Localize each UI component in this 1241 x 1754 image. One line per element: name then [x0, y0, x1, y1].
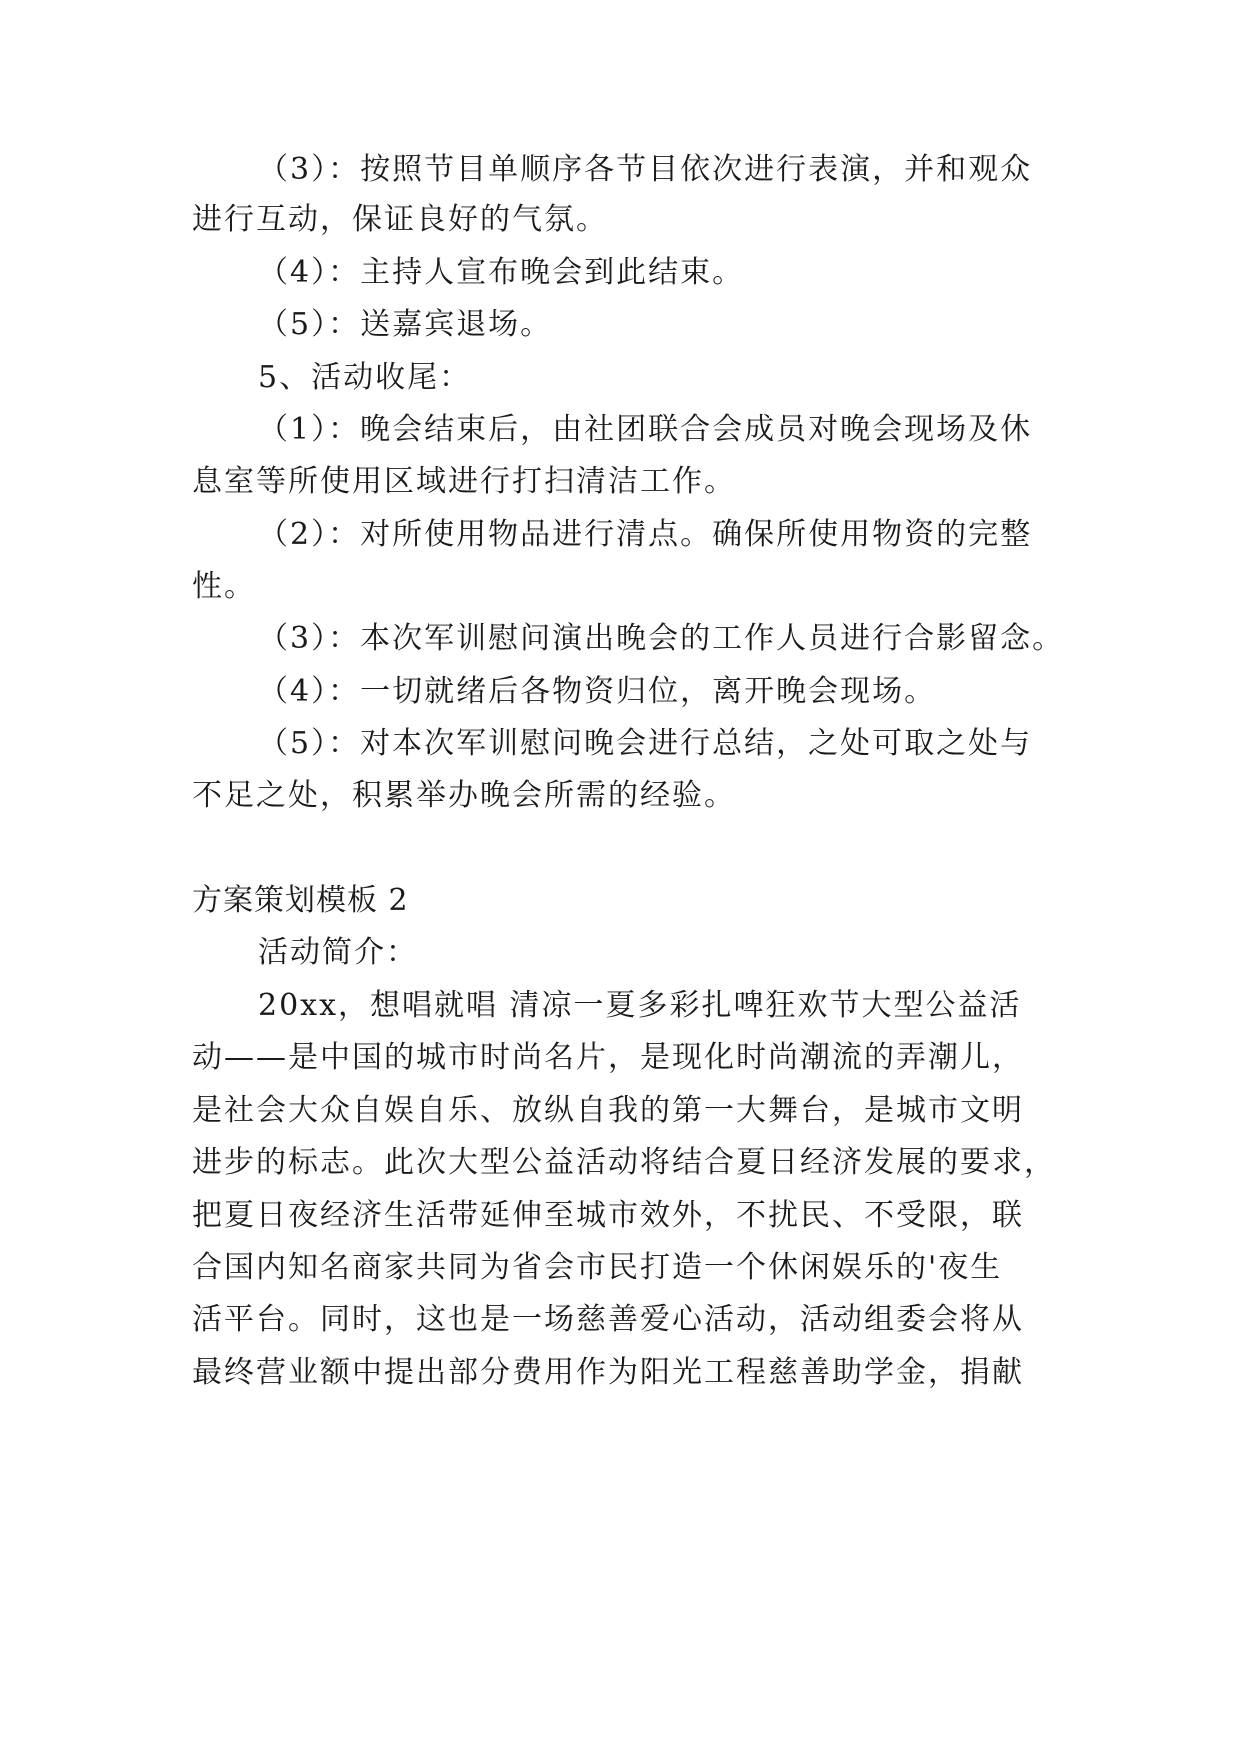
- text-line: 不足之处，积累举办晚会所需的经验。: [192, 778, 736, 813]
- text-line: （4）：一切就绪后各物资归位，离开晚会现场。: [258, 674, 937, 709]
- text-line: （5）：送嘉宾退场。: [258, 307, 553, 342]
- section-title: 方案策划模板 2: [192, 883, 409, 918]
- text-line: 把夏日夜经济生活带延伸至城市效外，不扰民、不受限，联: [192, 1198, 1024, 1233]
- text-line: （3）：按照节目单顺序各节目依次进行表演，并和观众: [258, 152, 1033, 187]
- text-line: 最终营业额中提出部分费用作为阳光工程慈善助学金，捐献: [192, 1355, 1024, 1390]
- text-line: （2）：对所使用物品进行清点。确保所使用物资的完整: [258, 517, 1033, 552]
- text-line: 息室等所使用区域进行打扫清洁工作。: [192, 464, 736, 499]
- text-line: 动——是中国的城市时尚名片，是现化时尚潮流的弄潮儿，: [192, 1040, 1024, 1075]
- text-line: 合国内知名商家共同为省会市民打造一个休闲娱乐的'夜生: [192, 1250, 1003, 1285]
- text-line: （3）：本次军训慰问演出晚会的工作人员进行合影留念。: [258, 621, 1065, 656]
- text-line: 活平台。同时，这也是一场慈善爱心活动，活动组委会将从: [192, 1302, 1024, 1337]
- text-line: （4）：主持人宣布晚会到此结束。: [258, 255, 745, 290]
- text-line: 是社会大众自娱自乐、放纵自我的第一大舞台，是城市文明: [192, 1093, 1024, 1128]
- text-line: 进步的标志。此次大型公益活动将结合夏日经济发展的要求，: [192, 1145, 1056, 1180]
- text-line: （5）：对本次军训慰问晚会进行总结，之处可取之处与: [258, 726, 1033, 761]
- text-line: 进行互动，保证良好的气氛。: [192, 202, 608, 237]
- text-line: 5、活动收尾：: [258, 360, 472, 395]
- text-line: 性。: [192, 569, 256, 604]
- text-line: 活动简介：: [258, 935, 418, 970]
- text-line: 20xx，想唱就唱 清凉一夏多彩扎啤狂欢节大型公益活: [258, 988, 1022, 1023]
- text-line: （1）：晚会结束后，由社团联合会成员对晚会现场及休: [258, 412, 1033, 447]
